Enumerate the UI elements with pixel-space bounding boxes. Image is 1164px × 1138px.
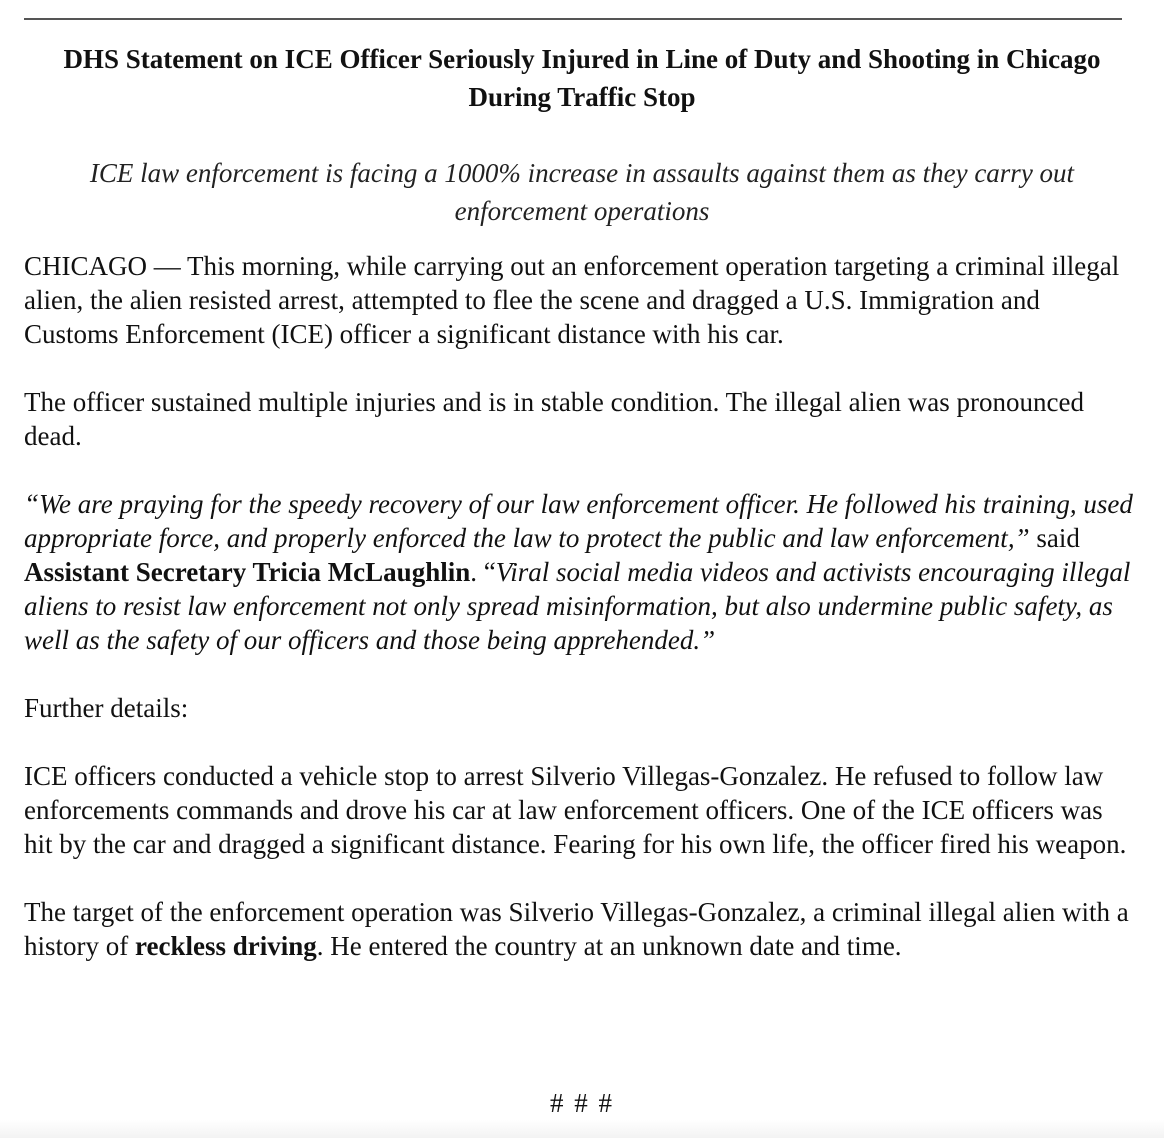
paragraph-target <box>24 895 1136 963</box>
quote-part-two: Viral social media videos and activists encouraging illegal aliens to resist law enforcement not only spread misinformation, but also undermine public safety, as well as the safety of our officers and those being apprehended.” <box>24 557 1131 655</box>
end-mark: # # # <box>550 1088 614 1118</box>
target-text-bold: reckless driving <box>135 931 317 961</box>
paragraph-vehicle-stop: ICE officers conducted a vehicle stop to arrest Silverio Villegas-Gonzalez. He refused to follow law enforcements commands and drove his car at law enforcement officers. One of the ICE officers was hit by the car and dragged a significant distance. Fearing for his own life, the officer fired his weapon. <box>24 761 1127 859</box>
paragraph-quote <box>24 487 1136 657</box>
page-subtitle: ICE law enforcement is facing a 1000% increase in assaults against them as they carry out enforcement operations <box>89 158 1075 226</box>
article-body <box>24 249 1136 997</box>
quote-speaker: Assistant Secretary Tricia McLaughlin <box>24 557 471 587</box>
page-title: DHS Statement on ICE Officer Seriously Injured in Line of Duty and Shooting in Chicago During Traffic Stop <box>63 44 1101 112</box>
top-divider <box>24 18 1122 20</box>
quote-said: said <box>1029 523 1080 553</box>
target-text-before: The target of the enforcement operation was Silverio Villegas-Gonzalez, a criminal illegal alien with a history of <box>24 897 1129 961</box>
target-text-after: . He entered the country at an unknown date and time. <box>316 931 902 961</box>
quote-after-speaker: . “ <box>470 557 496 587</box>
bottom-fade <box>0 1120 1164 1138</box>
paragraph-intro: CHICAGO — This morning, while carrying out an enforcement operation targeting a criminal illegal alien, the alien resisted arrest, attempted to flee the scene and dragged a U.S. Immigration and Customs Enforcement (ICE) officer a significant distance with his car. <box>24 251 1120 349</box>
quote-part-one: “We are praying for the speedy recovery of our law enforcement officer. He followed his training, used appropriate force, and properly enforced the law to protect the public and law enforcement,” <box>24 489 1133 553</box>
paragraph-further-details: Further details: <box>24 693 189 723</box>
paragraph-condition: The officer sustained multiple injuries and is in stable condition. The illegal alien was pronounced dead. <box>24 387 1084 451</box>
